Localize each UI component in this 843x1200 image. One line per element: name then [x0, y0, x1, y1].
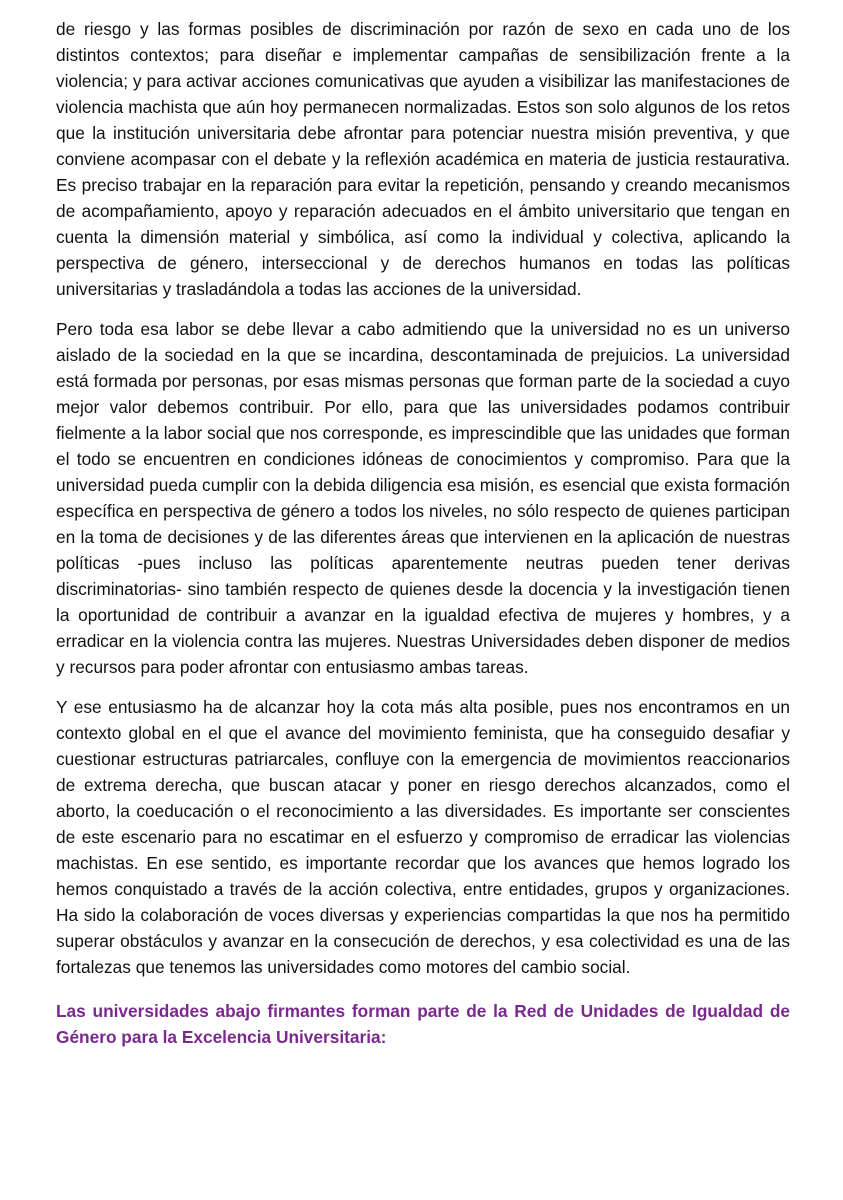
paragraph-1: de riesgo y las formas posibles de discriminación por razón de sexo en cada uno de los distintos contextos; para diseñar e implementar campañas de sensibilización frente a la violencia; y para activar acciones comunicativas que ayuden a visibilizar las manifestaciones de violencia machista que aún hoy permanecen normalizadas. Estos son solo algunos de los retos que la institución universitaria debe afrontar para potenciar nuestra misión preventiva, y que conviene acompasar con el debate y la reflexión académica en materia de justicia restaurativa. Es preciso trabajar en la reparación para evitar la repetición, pensando y creando mecanismos de acompañamiento, apoyo y reparación adecuados en el ámbito universitario que tengan en cuenta la dimensión material y simbólica, así como la individual y colectiva, aplicando la perspectiva de género, interseccional y de derechos humanos en todas las políticas universitarias y trasladándola a todas las acciones de la universidad.: [56, 19, 790, 299]
closing-statement: Las universidades abajo firmantes forman parte de la Red de Unidades de Igualdad de Género para la Excelencia Universitaria:: [56, 1001, 790, 1047]
paragraph-3: Y ese entusiasmo ha de alcanzar hoy la cota más alta posible, pues nos encontramos en un contexto global en el que el avance del movimiento feminista, que ha conseguido desafiar y cuestionar estructuras patriarcales, confluye con la emergencia de movimientos reaccionarios de extrema derecha, que buscan atacar y poner en riesgo derechos alcanzados, como el aborto, la coeducación o el reconocimiento a las diversidades. Es importante ser conscientes de este escenario para no escatimar en el esfuerzo y compromiso de erradicar las violencias machistas. En ese sentido, es importante recordar que los avances que hemos logrado los hemos conquistado a través de la acción colectiva, entre entidades, grupos y organizaciones. Ha sido la colaboración de voces diversas y experiencias compartidas la que nos ha permitido superar obstáculos y avanzar en la consecución de derechos, y esa colectividad es una de las fortalezas que tenemos las universidades como motores del cambio social.: [56, 697, 790, 977]
paragraph-2: Pero toda esa labor se debe llevar a cabo admitiendo que la universidad no es un universo aislado de la sociedad en la que se incardina, descontaminada de prejuicios. La universidad está formada por personas, por esas mismas personas que forman parte de la sociedad a cuyo mejor valor debemos contribuir. Por ello, para que las universidades podamos contribuir fielmente a la labor social que nos corresponde, es imprescindible que las unidades que forman el todo se encuentren en condiciones idóneas de conocimientos y compromiso. Para que la universidad pueda cumplir con la debida diligencia esa misión, es esencial que exista formación específica en perspectiva de género a todos los niveles, no sólo respecto de quienes participan en la toma de decisiones y de las diferentes áreas que intervienen en la aplicación de nuestras políticas -pues incluso las políticas aparentemente neutras pueden tener derivas discriminatorias- sino también respecto de quienes desde la docencia y la investigación tienen la oportunidad de contribuir a avanzar en la igualdad efectiva de mujeres y hombres, y a erradicar en la violencia contra las mujeres. Nuestras Universidades deben disponer de medios y recursos para poder afrontar con entusiasmo ambas tareas.: [56, 319, 790, 677]
document-page: [56, 16, 790, 1050]
